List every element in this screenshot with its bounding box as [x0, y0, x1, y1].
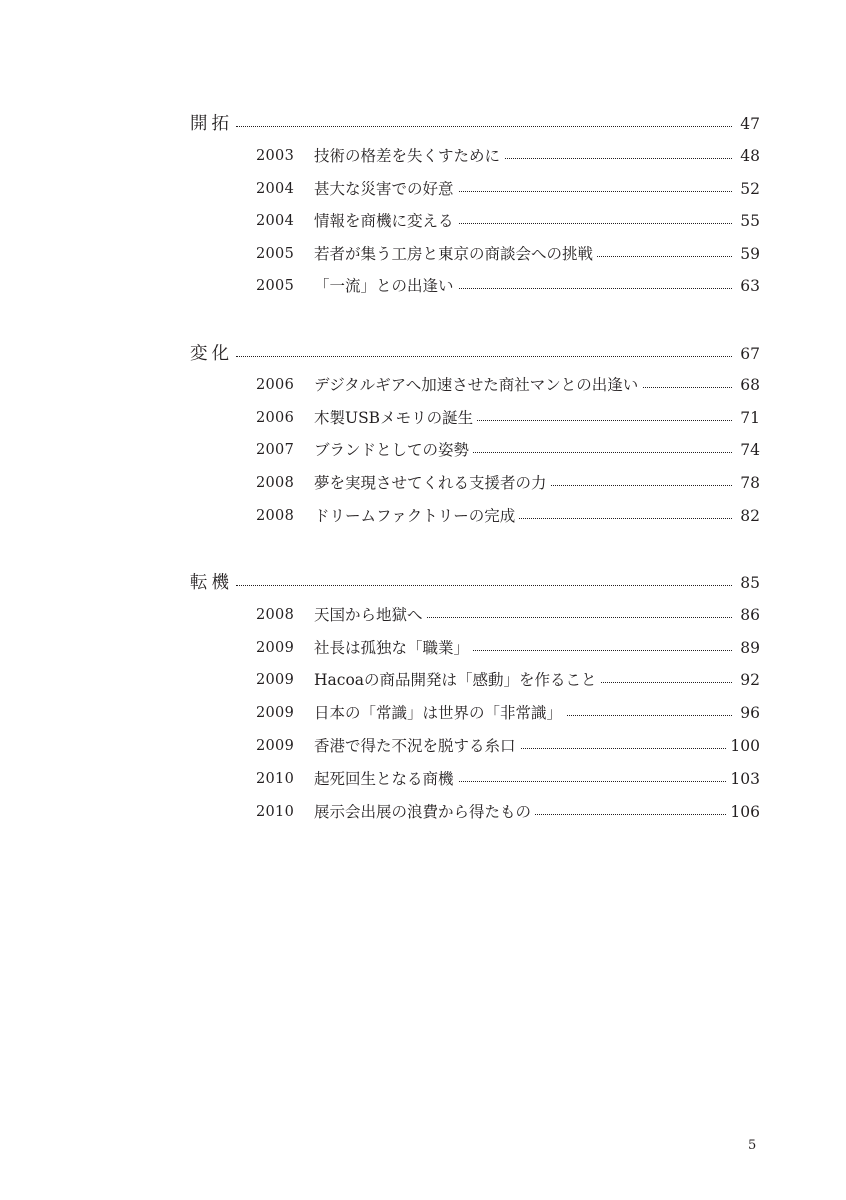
page-number: 59: [736, 241, 760, 267]
entry-year: 2004: [256, 176, 294, 202]
page-number: 74: [736, 437, 760, 463]
toc-entry: [0, 503, 846, 529]
page-number: 52: [736, 176, 760, 202]
section-title: 転機: [190, 570, 233, 596]
entry-title: ブランドとしての姿勢: [314, 437, 473, 463]
folio-page-number: 5: [748, 1138, 757, 1153]
entry-title: 甚大な災害での好意: [314, 176, 458, 202]
dot-leader: [236, 111, 732, 137]
entry-year: 2008: [256, 602, 294, 628]
entry-year: 2003: [256, 143, 294, 169]
page-number: 86: [736, 602, 760, 628]
entry-year: 2008: [256, 470, 294, 496]
entry-year: 2006: [256, 372, 294, 398]
entry-title: 「一流」との出逢い: [314, 273, 458, 299]
toc-entry: [0, 635, 846, 661]
page-number: 85: [736, 570, 760, 596]
entry-title: 若者が集う工房と東京の商談会への挑戦: [314, 241, 597, 267]
page-number: 55: [736, 208, 760, 234]
page-number: 68: [736, 372, 760, 398]
toc-entry: [0, 372, 846, 398]
entry-year: 2010: [256, 799, 294, 825]
entry-title: 日本の「常識」は世界の「非常識」: [314, 700, 566, 726]
entry-year: 2009: [256, 700, 294, 726]
dot-leader: [236, 570, 732, 596]
toc-entry: [0, 667, 846, 693]
toc-entry: [0, 700, 846, 726]
toc-entry: [0, 273, 846, 299]
entry-year: 2010: [256, 766, 294, 792]
section-title: 変化: [190, 341, 233, 367]
page-number: 48: [736, 143, 760, 169]
toc-entry: [0, 733, 846, 759]
toc-entry: [0, 470, 846, 496]
page-number: 89: [736, 635, 760, 661]
entry-title: 天国から地獄へ: [314, 602, 427, 628]
dot-leader: [236, 341, 732, 367]
toc-entry: [0, 602, 846, 628]
toc-entry: [0, 766, 846, 792]
entry-title: デジタルギアへ加速させた商社マンとの出逢い: [314, 372, 642, 398]
page-number: 63: [736, 273, 760, 299]
page-number: 78: [736, 470, 760, 496]
entry-title: 技術の格差を失くすために: [314, 143, 504, 169]
page-number: 106: [726, 799, 760, 825]
entry-title: 起死回生となる商機: [314, 766, 458, 792]
page-number: 100: [726, 733, 760, 759]
entry-title: ドリームファクトリーの完成: [314, 503, 519, 529]
entry-title: 展示会出展の浪費から得たもの: [314, 799, 535, 825]
entry-year: 2006: [256, 405, 294, 431]
entry-title: 情報を商機に変える: [314, 208, 458, 234]
page-number: 103: [726, 766, 760, 792]
entry-year: 2005: [256, 273, 294, 299]
toc-entry: [0, 176, 846, 202]
page-number: 96: [736, 700, 760, 726]
entry-year: 2007: [256, 437, 294, 463]
toc-section-heading: [0, 341, 846, 367]
entry-title: 夢を実現させてくれる支援者の力: [314, 470, 551, 496]
toc-entry: [0, 437, 846, 463]
entry-year: 2008: [256, 503, 294, 529]
toc-entry: [0, 799, 846, 825]
page-number: 92: [736, 667, 760, 693]
entry-year: 2004: [256, 208, 294, 234]
page-number: 71: [736, 405, 760, 431]
entry-title: 社長は孤独な「職業」: [314, 635, 473, 661]
entry-year: 2009: [256, 635, 294, 661]
toc-section-heading: [0, 111, 846, 137]
entry-year: 2009: [256, 733, 294, 759]
section-title: 開拓: [190, 111, 233, 137]
entry-year: 2005: [256, 241, 294, 267]
entry-title: 木製USBメモリの誕生: [314, 405, 477, 431]
entry-title: Hacoaの商品開発は「感動」を作ること: [314, 667, 601, 693]
toc-entry: [0, 143, 846, 169]
toc-section-heading: [0, 570, 846, 596]
toc-entry: [0, 405, 846, 431]
toc-entry: [0, 208, 846, 234]
page-number: 47: [736, 111, 760, 137]
page-number: 82: [736, 503, 760, 529]
toc-entry: [0, 241, 846, 267]
entry-year: 2009: [256, 667, 294, 693]
page-number: 67: [736, 341, 760, 367]
entry-title: 香港で得た不況を脱する糸口: [314, 733, 520, 759]
